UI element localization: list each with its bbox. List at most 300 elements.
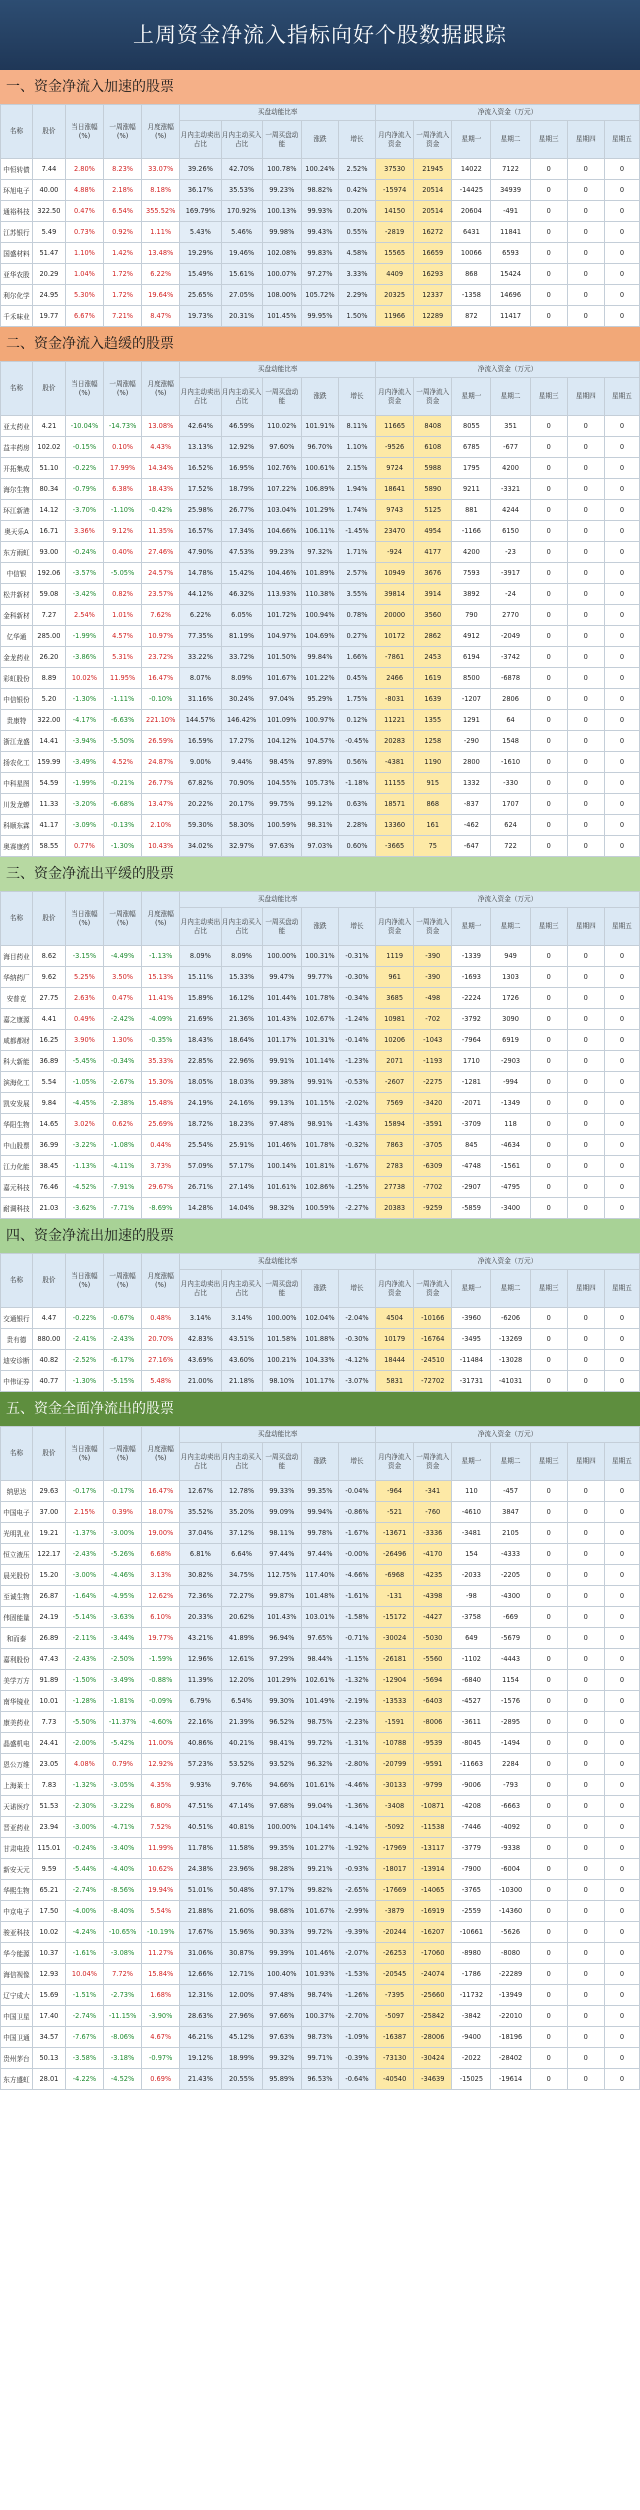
growth-cell: -1.18% (338, 773, 375, 794)
growth-cell: 3.33% (338, 264, 375, 285)
section-title: 三、资金净流出平缓的股票 (0, 857, 640, 891)
week-momentum-cell: 99.98% (262, 222, 301, 243)
wed-inflow-cell: 0 (530, 1030, 567, 1051)
price-cell: 58.55 (32, 836, 65, 857)
wed-inflow-cell: 0 (530, 1796, 567, 1817)
name-cell: 恒立液压 (1, 1544, 33, 1565)
week-momentum-cell: 97.48% (262, 1985, 301, 2006)
monthly-change-cell: 4.67% (142, 2027, 180, 2048)
buy-ratio-cell: 6.05% (221, 605, 262, 626)
monthly-inflow-cell: -20244 (376, 1922, 414, 1943)
weekly-change-cell: -4.71% (104, 1817, 142, 1838)
mon-inflow-cell: -4527 (452, 1691, 491, 1712)
weekly-inflow-cell: 3676 (414, 563, 452, 584)
wed-inflow-cell: 0 (530, 1964, 567, 1985)
change-cell: 101.78% (301, 1135, 338, 1156)
growth-cell: -0.34% (338, 988, 375, 1009)
mon-inflow-cell: -1786 (452, 1964, 491, 1985)
change-cell: 101.61% (301, 1775, 338, 1796)
sell-ratio-cell: 25.65% (180, 285, 221, 306)
table-row (1, 1565, 640, 1586)
col-header: 星期一 (452, 378, 491, 416)
thu-inflow-cell: 0 (567, 967, 604, 988)
monthly-inflow-cell: 2071 (376, 1051, 414, 1072)
wed-inflow-cell: 0 (530, 605, 567, 626)
table-row (1, 1901, 640, 1922)
name-cell: 中科星图 (1, 773, 33, 794)
change-cell: 99.83% (301, 243, 338, 264)
page-title: 上周资金净流入指标向好个股数据跟踪 (0, 0, 640, 70)
tue-inflow-cell: -19614 (491, 2069, 530, 2090)
col-header: 当日涨幅(%) (65, 1427, 103, 1481)
weekly-inflow-cell: -390 (414, 946, 452, 967)
growth-cell: -3.07% (338, 1371, 375, 1392)
thu-inflow-cell: 0 (567, 836, 604, 857)
week-momentum-cell: 103.04% (262, 500, 301, 521)
daily-change-cell: -3.15% (65, 946, 103, 967)
week-momentum-cell: 97.66% (262, 2006, 301, 2027)
monthly-inflow-cell: -7395 (376, 1985, 414, 2006)
tue-inflow-cell: -1610 (491, 752, 530, 773)
col-header: 月内主动买入占比 (221, 121, 262, 159)
thu-inflow-cell: 0 (567, 1135, 604, 1156)
monthly-inflow-cell: -18017 (376, 1859, 414, 1880)
name-cell: 迪安诊断 (1, 1350, 33, 1371)
fri-inflow-cell: 0 (604, 1072, 639, 1093)
price-cell: 24.19 (32, 1607, 65, 1628)
growth-cell: 2.29% (338, 285, 375, 306)
week-momentum-cell: 104.97% (262, 626, 301, 647)
thu-inflow-cell: 0 (567, 1502, 604, 1523)
wed-inflow-cell: 0 (530, 1943, 567, 1964)
monthly-inflow-cell: 7569 (376, 1093, 414, 1114)
growth-cell: 3.55% (338, 584, 375, 605)
col-header: 一周净流入资金 (414, 908, 452, 946)
table-row (1, 2048, 640, 2069)
monthly-change-cell: 12.62% (142, 1586, 180, 1607)
daily-change-cell: 0.47% (65, 201, 103, 222)
weekly-inflow-cell: -2275 (414, 1072, 452, 1093)
tue-inflow-cell: -3917 (491, 563, 530, 584)
col-header: 月度涨幅(%) (142, 1427, 180, 1481)
buy-ratio-cell: 30.24% (221, 689, 262, 710)
name-cell: 伟固能量 (1, 1607, 33, 1628)
price-cell: 7.27 (32, 605, 65, 626)
wed-inflow-cell: 0 (530, 584, 567, 605)
thu-inflow-cell: 0 (567, 1156, 604, 1177)
mon-inflow-cell: -3779 (452, 1838, 491, 1859)
monthly-inflow-cell: -9526 (376, 437, 414, 458)
name-cell: 江苏银行 (1, 222, 33, 243)
sell-ratio-cell: 20.22% (180, 794, 221, 815)
thu-inflow-cell: 0 (567, 1114, 604, 1135)
table-row (1, 285, 640, 306)
monthly-change-cell: -1.59% (142, 1649, 180, 1670)
table-row (1, 584, 640, 605)
change-cell: 97.32% (301, 542, 338, 563)
thu-inflow-cell: 0 (567, 1177, 604, 1198)
sell-ratio-cell: 169.79% (180, 201, 221, 222)
fri-inflow-cell: 0 (604, 2006, 639, 2027)
col-header: 增长 (338, 378, 375, 416)
weekly-change-cell: -3.05% (104, 1775, 142, 1796)
price-cell: 76.46 (32, 1177, 65, 1198)
table-row (1, 521, 640, 542)
thu-inflow-cell: 0 (567, 1901, 604, 1922)
change-cell: 102.67% (301, 1009, 338, 1030)
weekly-inflow-cell: -16919 (414, 1901, 452, 1922)
change-cell: 100.37% (301, 2006, 338, 2027)
fri-inflow-cell: 0 (604, 967, 639, 988)
monthly-inflow-cell: 20383 (376, 1198, 414, 1219)
sell-ratio-cell: 6.22% (180, 605, 221, 626)
fri-inflow-cell: 0 (604, 1009, 639, 1030)
buy-ratio-cell: 5.46% (221, 222, 262, 243)
name-cell: 通裕科技 (1, 201, 33, 222)
monthly-inflow-cell: -5092 (376, 1817, 414, 1838)
change-cell: 105.72% (301, 285, 338, 306)
change-cell: 97.27% (301, 264, 338, 285)
name-cell: 华熙生物 (1, 1880, 33, 1901)
table-row (1, 731, 640, 752)
name-cell: 海尔生物 (1, 479, 33, 500)
weekly-inflow-cell: -9799 (414, 1775, 452, 1796)
price-cell: 59.08 (32, 584, 65, 605)
thu-inflow-cell: 0 (567, 479, 604, 500)
monthly-inflow-cell: -2607 (376, 1072, 414, 1093)
buy-ratio-cell: 53.52% (221, 1754, 262, 1775)
daily-change-cell: -7.67% (65, 2027, 103, 2048)
table-row (1, 1481, 640, 1502)
tue-inflow-cell: -13269 (491, 1329, 530, 1350)
thu-inflow-cell: 0 (567, 1733, 604, 1754)
col-header: 月内主动卖出占比 (180, 378, 221, 416)
daily-change-cell: -4.52% (65, 1177, 103, 1198)
change-cell: 101.93% (301, 1964, 338, 1985)
name-cell: 耐调科技 (1, 1198, 33, 1219)
tue-inflow-cell: 2770 (491, 605, 530, 626)
sell-ratio-cell: 46.21% (180, 2027, 221, 2048)
group-header-net-inflow: 净流入资金（万元） (376, 362, 640, 378)
daily-change-cell: 2.63% (65, 988, 103, 1009)
monthly-change-cell: 8.18% (142, 180, 180, 201)
sell-ratio-cell: 42.64% (180, 416, 221, 437)
daily-change-cell: -4.17% (65, 710, 103, 731)
fri-inflow-cell: 0 (604, 946, 639, 967)
change-cell: 99.94% (301, 1502, 338, 1523)
thu-inflow-cell: 0 (567, 752, 604, 773)
sell-ratio-cell: 20.33% (180, 1607, 221, 1628)
price-cell: 91.89 (32, 1670, 65, 1691)
week-momentum-cell: 101.50% (262, 647, 301, 668)
buy-ratio-cell: 170.92% (221, 201, 262, 222)
week-momentum-cell: 98.68% (262, 1901, 301, 1922)
growth-cell: -9.39% (338, 1922, 375, 1943)
thu-inflow-cell: 0 (567, 1838, 604, 1859)
change-cell: 100.59% (301, 1198, 338, 1219)
monthly-change-cell: -0.42% (142, 500, 180, 521)
monthly-inflow-cell: 23470 (376, 521, 414, 542)
fri-inflow-cell: 0 (604, 710, 639, 731)
weekly-inflow-cell: 4177 (414, 542, 452, 563)
col-header: 一周净流入资金 (414, 1270, 452, 1308)
col-header: 一周涨幅(%) (104, 1427, 142, 1481)
sell-ratio-cell: 43.21% (180, 1628, 221, 1649)
growth-cell: -1.31% (338, 1733, 375, 1754)
monthly-inflow-cell: 20283 (376, 731, 414, 752)
name-cell: 骏亚科技 (1, 1922, 33, 1943)
col-header: 股价 (32, 1427, 65, 1481)
monthly-inflow-cell: 15565 (376, 243, 414, 264)
monthly-change-cell: 27.16% (142, 1350, 180, 1371)
price-cell: 5.54 (32, 1072, 65, 1093)
fri-inflow-cell: 0 (604, 1712, 639, 1733)
growth-cell: -0.30% (338, 967, 375, 988)
fri-inflow-cell: 0 (604, 605, 639, 626)
tue-inflow-cell: 15424 (491, 264, 530, 285)
daily-change-cell: 0.49% (65, 1009, 103, 1030)
thu-inflow-cell: 0 (567, 1649, 604, 1670)
price-cell: 7.73 (32, 1712, 65, 1733)
weekly-change-cell: 0.79% (104, 1754, 142, 1775)
monthly-inflow-cell: 11221 (376, 710, 414, 731)
name-cell: 科顺东霖 (1, 815, 33, 836)
change-cell: 97.03% (301, 836, 338, 857)
thu-inflow-cell: 0 (567, 815, 604, 836)
monthly-inflow-cell: 10206 (376, 1030, 414, 1051)
fri-inflow-cell: 0 (604, 1030, 639, 1051)
weekly-change-cell: -3.22% (104, 1796, 142, 1817)
change-cell: 99.12% (301, 794, 338, 815)
change-cell: 103.01% (301, 1607, 338, 1628)
name-cell: 天诺医疗 (1, 1796, 33, 1817)
mon-inflow-cell: -7900 (452, 1859, 491, 1880)
fri-inflow-cell: 0 (604, 306, 639, 327)
name-cell: 川发龙蟒 (1, 794, 33, 815)
growth-cell: -4.66% (338, 1565, 375, 1586)
monthly-inflow-cell: 18641 (376, 479, 414, 500)
col-header: 星期五 (604, 378, 639, 416)
col-header: 星期五 (604, 121, 639, 159)
name-cell: 海信视像 (1, 1964, 33, 1985)
week-momentum-cell: 98.10% (262, 1371, 301, 1392)
monthly-change-cell: 26.77% (142, 773, 180, 794)
growth-cell: -0.00% (338, 1544, 375, 1565)
sell-ratio-cell: 33.22% (180, 647, 221, 668)
price-cell: 8.62 (32, 946, 65, 967)
monthly-change-cell: 15.13% (142, 967, 180, 988)
sell-ratio-cell: 72.36% (180, 1586, 221, 1607)
monthly-inflow-cell: -4381 (376, 752, 414, 773)
price-cell: 80.34 (32, 479, 65, 500)
price-cell: 51.53 (32, 1796, 65, 1817)
growth-cell: -0.14% (338, 1030, 375, 1051)
sell-ratio-cell: 12.96% (180, 1649, 221, 1670)
name-cell: 贵有德 (1, 1329, 33, 1350)
wed-inflow-cell: 0 (530, 1072, 567, 1093)
price-cell: 34.57 (32, 2027, 65, 2048)
price-cell: 159.99 (32, 752, 65, 773)
col-header: 星期三 (530, 908, 567, 946)
monthly-inflow-cell: 13360 (376, 815, 414, 836)
name-cell: 浙江龙盛 (1, 731, 33, 752)
buy-ratio-cell: 18.64% (221, 1030, 262, 1051)
wed-inflow-cell: 0 (530, 264, 567, 285)
col-header: 涨跌 (301, 908, 338, 946)
thu-inflow-cell: 0 (567, 1093, 604, 1114)
sell-ratio-cell: 44.12% (180, 584, 221, 605)
table-row (1, 1371, 640, 1392)
thu-inflow-cell: 0 (567, 1859, 604, 1880)
price-cell: 285.00 (32, 626, 65, 647)
change-cell: 96.32% (301, 1754, 338, 1775)
week-momentum-cell: 104.55% (262, 773, 301, 794)
week-momentum-cell: 95.89% (262, 2069, 301, 2090)
change-cell: 101.88% (301, 1329, 338, 1350)
monthly-change-cell: 25.69% (142, 1114, 180, 1135)
monthly-inflow-cell: -16387 (376, 2027, 414, 2048)
monthly-inflow-cell: 961 (376, 967, 414, 988)
monthly-inflow-cell: -3879 (376, 1901, 414, 1922)
name-cell: 中信银份 (1, 689, 33, 710)
thu-inflow-cell: 0 (567, 201, 604, 222)
table-row (1, 773, 640, 794)
week-momentum-cell: 97.63% (262, 2027, 301, 2048)
sell-ratio-cell: 6.79% (180, 1691, 221, 1712)
buy-ratio-cell: 16.95% (221, 458, 262, 479)
daily-change-cell: -1.64% (65, 1586, 103, 1607)
monthly-inflow-cell: -1591 (376, 1712, 414, 1733)
price-cell: 65.21 (32, 1880, 65, 1901)
buy-ratio-cell: 12.61% (221, 1649, 262, 1670)
weekly-change-cell: -5.42% (104, 1733, 142, 1754)
buy-ratio-cell: 43.60% (221, 1350, 262, 1371)
sell-ratio-cell: 35.52% (180, 1502, 221, 1523)
tue-inflow-cell: 6593 (491, 243, 530, 264)
tue-inflow-cell: -6663 (491, 1796, 530, 1817)
mon-inflow-cell: -647 (452, 836, 491, 857)
weekly-change-cell: -4.49% (104, 946, 142, 967)
tue-inflow-cell: -6004 (491, 1859, 530, 1880)
name-cell: 安普克 (1, 988, 33, 1009)
weekly-change-cell: -3.08% (104, 1943, 142, 1964)
weekly-change-cell: -3.18% (104, 2048, 142, 2069)
name-cell: 亚华农股 (1, 264, 33, 285)
buy-ratio-cell: 57.17% (221, 1156, 262, 1177)
table-row (1, 1880, 640, 1901)
mon-inflow-cell: 872 (452, 306, 491, 327)
monthly-change-cell: 20.70% (142, 1329, 180, 1350)
change-cell: 98.44% (301, 1649, 338, 1670)
price-cell: 102.02 (32, 437, 65, 458)
price-cell: 122.17 (32, 1544, 65, 1565)
name-cell: 辽宁成大 (1, 1985, 33, 2006)
fri-inflow-cell: 0 (604, 2069, 639, 2090)
col-header: 星期三 (530, 378, 567, 416)
col-header: 一周买盘动能 (262, 1443, 301, 1481)
buy-ratio-cell: 27.05% (221, 285, 262, 306)
wed-inflow-cell: 0 (530, 1198, 567, 1219)
section-title: 一、资金净流入加速的股票 (0, 70, 640, 104)
weekly-change-cell: 2.18% (104, 180, 142, 201)
buy-ratio-cell: 46.59% (221, 416, 262, 437)
weekly-inflow-cell: -17060 (414, 1943, 452, 1964)
sell-ratio-cell: 31.06% (180, 1943, 221, 1964)
thu-inflow-cell: 0 (567, 1607, 604, 1628)
weekly-inflow-cell: 1619 (414, 668, 452, 689)
col-header: 星期四 (567, 1270, 604, 1308)
monthly-change-cell: 23.57% (142, 584, 180, 605)
weekly-inflow-cell: -4235 (414, 1565, 452, 1586)
daily-change-cell: -4.00% (65, 1901, 103, 1922)
monthly-change-cell: 15.30% (142, 1072, 180, 1093)
col-header: 一周买盘动能 (262, 1270, 301, 1308)
monthly-inflow-cell: -521 (376, 1502, 414, 1523)
sell-ratio-cell: 12.67% (180, 1481, 221, 1502)
weekly-change-cell: -8.56% (104, 1880, 142, 1901)
monthly-inflow-cell: -2819 (376, 222, 414, 243)
weekly-inflow-cell: 1190 (414, 752, 452, 773)
week-momentum-cell: 97.17% (262, 1880, 301, 1901)
tue-inflow-cell: -2903 (491, 1051, 530, 1072)
wed-inflow-cell: 0 (530, 1649, 567, 1670)
weekly-change-cell: 8.23% (104, 159, 142, 180)
name-cell: 贵州茅台 (1, 2048, 33, 2069)
thu-inflow-cell: 0 (567, 1030, 604, 1051)
daily-change-cell: 5.30% (65, 285, 103, 306)
monthly-inflow-cell: -8031 (376, 689, 414, 710)
mon-inflow-cell: -3765 (452, 1880, 491, 1901)
col-header: 当日涨幅(%) (65, 105, 103, 159)
monthly-change-cell: 29.67% (142, 1177, 180, 1198)
price-cell: 51.10 (32, 458, 65, 479)
mon-inflow-cell: 1291 (452, 710, 491, 731)
weekly-inflow-cell: -3705 (414, 1135, 452, 1156)
sell-ratio-cell: 36.17% (180, 180, 221, 201)
wed-inflow-cell: 0 (530, 836, 567, 857)
buy-ratio-cell: 146.42% (221, 710, 262, 731)
name-cell: 扬农化工 (1, 752, 33, 773)
table-body (1, 1481, 640, 2090)
change-cell: 102.04% (301, 1308, 338, 1329)
mon-inflow-cell: -11732 (452, 1985, 491, 2006)
monthly-inflow-cell: -20799 (376, 1754, 414, 1775)
growth-cell: -2.99% (338, 1901, 375, 1922)
daily-change-cell: -1.30% (65, 689, 103, 710)
fri-inflow-cell: 0 (604, 1544, 639, 1565)
weekly-inflow-cell: -10166 (414, 1308, 452, 1329)
fri-inflow-cell: 0 (604, 1502, 639, 1523)
growth-cell: -2.27% (338, 1198, 375, 1219)
mon-inflow-cell: 1332 (452, 773, 491, 794)
daily-change-cell: -2.43% (65, 1544, 103, 1565)
wed-inflow-cell: 0 (530, 458, 567, 479)
stock-table (0, 1426, 640, 2090)
tue-inflow-cell: 351 (491, 416, 530, 437)
wed-inflow-cell: 0 (530, 773, 567, 794)
tue-inflow-cell: -8080 (491, 1943, 530, 1964)
daily-change-cell: 1.04% (65, 264, 103, 285)
sell-ratio-cell: 11.78% (180, 1838, 221, 1859)
fri-inflow-cell: 0 (604, 815, 639, 836)
fri-inflow-cell: 0 (604, 500, 639, 521)
daily-change-cell: -2.30% (65, 1796, 103, 1817)
wed-inflow-cell: 0 (530, 1712, 567, 1733)
weekly-change-cell: -4.46% (104, 1565, 142, 1586)
weekly-change-cell: -8.40% (104, 1901, 142, 1922)
wed-inflow-cell: 0 (530, 710, 567, 731)
daily-change-cell: 3.36% (65, 521, 103, 542)
